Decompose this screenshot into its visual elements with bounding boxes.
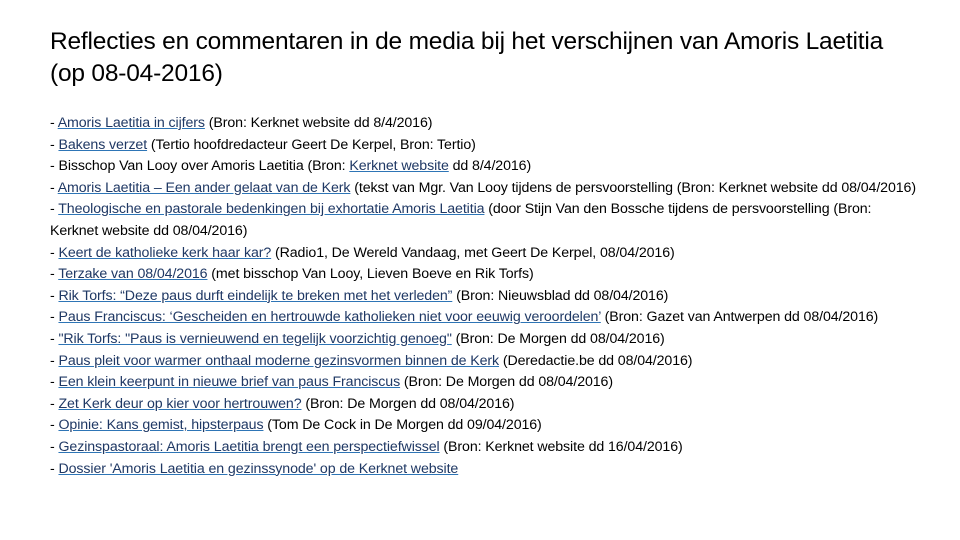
item-prefix-text: - — [50, 309, 59, 326]
item-source-text: (door Stijn Van den Bossche tijdens de persvoorstelling (Bron: Kerknet website dd 08/04/2016) — [50, 201, 872, 239]
item-prefix-text: - — [50, 136, 59, 153]
item-source-text: (Deredactie.be dd 08/04/2016) — [499, 352, 693, 369]
item-prefix-text: - — [50, 374, 59, 391]
item-link[interactable]: Paus pleit voor warmer onthaal moderne gezinsvormen binnen de Kerk — [58, 352, 500, 369]
list-item — [50, 459, 920, 481]
list-item — [50, 243, 920, 265]
item-link[interactable]: Keert de katholieke kerk haar kar? — [58, 244, 272, 261]
item-link[interactable]: Amoris Laetitia – Een ander gelaat van de Kerk — [57, 179, 351, 196]
list-item — [50, 307, 920, 329]
item-prefix-text: - — [50, 352, 59, 369]
media-links-list — [50, 113, 920, 480]
item-prefix-text: - — [50, 438, 59, 455]
item-prefix-text: - — [50, 179, 58, 196]
item-source-text: (Tom De Cock in De Morgen dd 09/04/2016) — [263, 417, 542, 434]
item-link[interactable]: Zet Kerk deur op kier voor hertrouwen? — [58, 395, 302, 412]
item-source-text: (Bron: Kerknet website dd 16/04/2016) — [439, 438, 683, 455]
item-link[interactable]: Terzake van 08/04/2016 — [58, 266, 208, 283]
item-source-text: (tekst van Mgr. Van Looy tijdens de persvoorstelling (Bron: Kerknet website dd 08/04/2016) — [350, 179, 916, 196]
item-source-text: (Bron: Kerknet website dd 8/4/2016) — [204, 115, 433, 131]
list-item — [50, 437, 920, 459]
item-prefix-text: - — [50, 266, 59, 283]
list-item — [50, 199, 920, 242]
item-source-text: (Bron: Gazet van Antwerpen dd 08/04/2016) — [600, 309, 879, 326]
item-source-text: (Bron: De Morgen dd 08/04/2016) — [400, 374, 613, 391]
list-item — [50, 264, 920, 286]
list-item — [50, 394, 920, 416]
item-prefix-text: - — [50, 244, 59, 261]
list-item — [50, 329, 920, 351]
item-prefix-text: - — [50, 287, 59, 304]
item-source-text: (met bisschop Van Looy, Lieven Boeve en Rik Torfs) — [207, 266, 534, 283]
list-item — [50, 415, 920, 437]
item-prefix-text: - — [50, 201, 59, 218]
item-prefix-text: - — [50, 115, 58, 131]
item-link[interactable]: Paus Franciscus: ‘Gescheiden en hertrouwde katholieken niet voor eeuwig veroordelen’ — [58, 309, 601, 326]
page-title: Reflecties en commentaren in de media bij het verschijnen van Amoris Laetitia (op 08-04-2016) — [50, 28, 884, 87]
item-source-text: (Bron: De Morgen dd 08/04/2016) — [301, 395, 515, 412]
item-prefix-text: - — [50, 460, 59, 477]
list-item — [50, 135, 920, 157]
item-link[interactable]: Kerknet website — [349, 158, 449, 175]
item-source-text: dd 8/4/2016) — [448, 158, 532, 175]
list-item — [50, 113, 920, 135]
item-prefix-text: - — [50, 417, 59, 434]
item-link[interactable]: Theologische en pastorale bedenkingen bij exhortatie Amoris Laetitia — [58, 201, 485, 218]
list-item — [50, 286, 920, 308]
list-item — [50, 372, 920, 394]
item-link[interactable]: Rik Torfs: “Deze paus durft eindelijk te breken met het verleden” — [58, 287, 453, 304]
list-item — [50, 156, 920, 178]
item-link[interactable]: Een klein keerpunt in nieuwe brief van paus Franciscus — [58, 374, 401, 391]
item-prefix-text: - — [50, 395, 59, 412]
item-prefix-text: - — [50, 330, 59, 347]
list-item — [50, 351, 920, 373]
item-source-text: (Bron: De Morgen dd 08/04/2016) — [451, 330, 665, 347]
item-prefix-text: - Bisschop Van Looy over Amoris Laetitia (Bron: — [50, 158, 350, 175]
item-link[interactable]: Gezinspastoraal: Amoris Laetitia brengt een perspectiefwissel — [58, 438, 440, 455]
item-source-text: (Tertio hoofdredacteur Geert De Kerpel, Bron: Tertio) — [147, 136, 476, 153]
item-source-text: (Bron: Nieuwsblad dd 08/04/2016) — [452, 287, 669, 304]
item-link[interactable]: "Rik Torfs: "Paus is vernieuwend en tegelijk voorzichtig genoeg" — [58, 330, 452, 347]
item-source-text: (Radio1, De Wereld Vandaag, met Geert De Kerpel, 08/04/2016) — [271, 244, 675, 261]
item-link[interactable]: Amoris Laetitia in cijfers — [57, 115, 205, 131]
list-item — [50, 178, 920, 200]
item-link[interactable]: Bakens verzet — [58, 136, 148, 153]
item-link[interactable]: Dossier 'Amoris Laetitia en gezinssynode' op de Kerknet website — [58, 460, 459, 477]
item-link[interactable]: Opinie: Kans gemist, hipsterpaus — [58, 417, 264, 434]
